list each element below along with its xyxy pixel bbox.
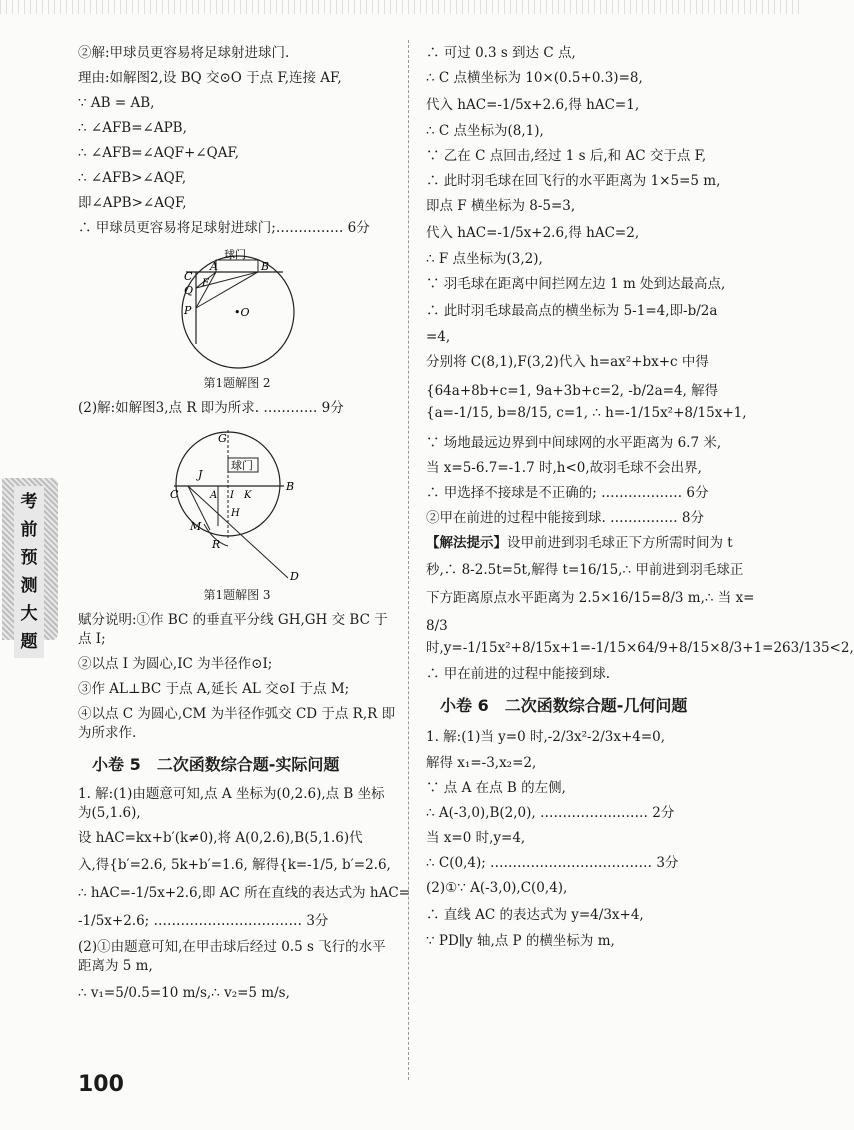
text-line: 1. 解:(1)当 y=0 时,-2/3x²-2/3x+4=0, bbox=[426, 729, 666, 745]
fig3-line-cd bbox=[188, 486, 288, 578]
text-line: 即点 F 横坐标为 8-5=3, bbox=[426, 198, 576, 214]
text-line: ∵ AB = AB, bbox=[78, 95, 155, 111]
text-line: ②以点 I 为圆心,IC 为半径作⊙I; bbox=[78, 656, 273, 672]
text-line: (2)①由题意可知,在甲击球后经过 0.5 s 飞行的水平距离为 5 m, bbox=[78, 939, 386, 974]
scan-top-edge bbox=[0, 0, 800, 14]
text-line: ∵ 羽毛球在距离中间拦网左边 1 m 处到达最高点, bbox=[426, 276, 726, 292]
text-line: ②甲在前进的过程中能接到球. …………… 8分 bbox=[426, 510, 704, 526]
side-tab bbox=[2, 478, 58, 652]
text-line: ∴ A(-3,0),B(2,0), …………………… 2分 bbox=[426, 805, 675, 821]
text-line: ②解:甲球员更容易将足球射进球门. bbox=[78, 45, 290, 61]
text-line: -1/5x+2.6; …………………………… 3分 bbox=[78, 913, 329, 929]
text-line: 分别将 C(8,1),F(3,2)代入 h=ax²+bx+c 中得 bbox=[426, 354, 709, 370]
text-line: ∴ 甲球员更容易将足球射进球门;…………… 6分 bbox=[78, 220, 370, 236]
text-line: ∴ ∠AFB=∠APB, bbox=[78, 120, 187, 136]
page-number: 100 bbox=[78, 1072, 124, 1097]
section-title: 小卷 5 二次函数综合题-实际问题 bbox=[92, 755, 340, 774]
fig3-label-j: J bbox=[198, 468, 203, 481]
fig2-label-o: •O bbox=[234, 306, 250, 319]
text-line: ∴ v₁=5/0.5=10 m/s,∴ v₂=5 m/s, bbox=[78, 985, 290, 1001]
text-line: 设 hAC=kx+b′(k≠0),将 A(0,2.6),B(5,1.6)代 bbox=[78, 830, 363, 846]
text-line: 即∠APB>∠AQF, bbox=[78, 195, 187, 211]
text-line: ∴ C 点坐标为(8,1), bbox=[426, 123, 544, 139]
fig2-goal bbox=[216, 260, 258, 272]
fig2-label-p: P bbox=[184, 304, 192, 317]
fig3-label-goal: 球门 bbox=[231, 459, 253, 472]
fig2-label-f: F bbox=[202, 278, 209, 289]
text-line: 当 x=5-6.7=-1.7 时,h<0,故羽毛球不会出界, bbox=[426, 460, 702, 476]
fig3-label-c: C bbox=[170, 488, 179, 501]
fig3-label-d: D bbox=[290, 570, 299, 583]
text-line: 下方距离原点水平距离为 2.5×16/15=8/3 m,∴ 当 x= bbox=[426, 590, 755, 606]
text-line: ∴ hAC=-1/5x+2.6,即 AC 所在直线的表达式为 hAC= bbox=[78, 885, 410, 901]
fig3-label-b: B bbox=[286, 480, 295, 493]
text-line: 理由:如解图2,设 BQ 交⊙O 于点 F,连接 AF, bbox=[78, 70, 342, 86]
side-tab-label: 考前预测大题 bbox=[14, 486, 44, 658]
fig3-label-k: K bbox=[244, 490, 252, 501]
text-line: 设甲前进到羽毛球正下方所需时间为 t bbox=[507, 535, 733, 551]
text-line: =4, bbox=[426, 329, 451, 345]
text-line: ∴ 可过 0.3 s 到达 C 点, bbox=[426, 45, 576, 61]
text-line: 代入 hAC=-1/5x+2.6,得 hAC=1, bbox=[426, 97, 640, 113]
text-line: ∴ 此时羽毛球在回飞行的水平距离为 1×5=5 m, bbox=[426, 173, 721, 189]
fig3-label-i: I bbox=[230, 490, 234, 501]
left-column bbox=[78, 44, 410, 1010]
text-line: 赋分说明:①作 BC 的垂直平分线 GH,GH 交 BC 于点 I; bbox=[78, 612, 388, 647]
text-line: ∴ ∠AFB=∠AQF+∠QAF, bbox=[78, 145, 240, 161]
text-line: (2)①∵ A(-3,0),C(0,4), bbox=[426, 880, 568, 896]
fig3-label-a: A bbox=[210, 490, 218, 501]
text-line: 入,得{b′=2.6, 5k+b′=1.6, 解得{k=-1/5, b′=2.6, bbox=[78, 857, 391, 873]
text-line: ∵ PD∥y 轴,点 P 的横坐标为 m, bbox=[426, 933, 615, 949]
hint-tag: 【解法提示】 bbox=[426, 535, 507, 551]
text-line: ∴ 此时羽毛球最高点的横坐标为 5-1=4,即-b/2a bbox=[426, 303, 718, 319]
equation-system: {64a+8b+c=1, 9a+3b+c=2, -b/2a=4, 解得{a=-1/15, b=8/15, c=1, ∴ h=-1/15x²+8/15x+1, bbox=[426, 383, 747, 421]
figure-3 bbox=[78, 424, 396, 584]
text-line: 1. 解:(1)由题意可知,点 A 坐标为(0,2.6),点 B 坐标为(5,1.6), bbox=[78, 786, 385, 821]
fig3-label-m: M bbox=[190, 520, 202, 533]
text-line: ④以点 C 为圆心,CM 为半径作弧交 CD 于点 R,R 即为所求作. bbox=[78, 706, 396, 741]
text-line: ∴ C 点横坐标为 10×(0.5+0.3)=8, bbox=[426, 70, 643, 86]
text-line: 代入 hAC=-1/5x+2.6,得 hAC=2, bbox=[426, 225, 640, 241]
fig2-label-b: B bbox=[261, 260, 270, 273]
text-line: ∴ 甲选择不接球是不正确的; ……………… 6分 bbox=[426, 485, 709, 501]
figure-3-caption: 第1题解图 3 bbox=[203, 588, 271, 602]
text-line: 8/3 时,y=-1/15x²+8/15x+1=-1/15×64/9+8/15×8/3+1=263/135<2, bbox=[426, 618, 854, 656]
fig2-label-a: A bbox=[210, 260, 218, 273]
text-line: ∴ F 点坐标为(3,2), bbox=[426, 251, 543, 267]
fig3-label-r: R bbox=[212, 538, 221, 551]
figure-2 bbox=[78, 244, 396, 372]
fig2-label-goal: 球门 bbox=[224, 248, 246, 261]
text-line: ③作 AL⊥BC 于点 A,延长 AL 交⊙I 于点 M; bbox=[78, 681, 350, 697]
right-column bbox=[426, 44, 854, 957]
text-line: 秒,∴ 8-2.5t=5t,解得 t=16/15,∴ 甲前进到羽毛球正 bbox=[426, 562, 744, 578]
text-line: ∴ ∠AFB>∠AQF, bbox=[78, 170, 187, 186]
figure-2-caption: 第1题解图 2 bbox=[203, 376, 271, 390]
fig2-label-q: Q bbox=[184, 284, 194, 297]
text-line: ∵ 乙在 C 点回击,经过 1 s 后,和 AC 交于点 F, bbox=[426, 148, 707, 164]
section-title: 小卷 6 二次函数综合题-几何问题 bbox=[440, 696, 688, 715]
text-line: ∴ 直线 AC 的表达式为 y=4/3x+4, bbox=[426, 907, 644, 923]
fig2-label-c: C bbox=[184, 270, 193, 283]
text-line: ∴ 甲在前进的过程中能接到球. bbox=[426, 666, 611, 682]
text-line: ∵ 场地最远边界到中间球网的水平距离为 6.7 米, bbox=[426, 435, 722, 451]
text-line: ∴ C(0,4); ……………………………… 3分 bbox=[426, 855, 679, 871]
text-line: 解得 x₁=-3,x₂=2, bbox=[426, 755, 537, 771]
fig3-label-h: H bbox=[231, 508, 240, 519]
fig3-label-g: G bbox=[218, 432, 227, 445]
text-line: (2)解:如解图3,点 R 即为所求. ………… 9分 bbox=[78, 400, 344, 416]
text-line: ∵ 点 A 在点 B 的左侧, bbox=[426, 780, 566, 796]
column-divider bbox=[408, 40, 409, 1080]
text-line: 当 x=0 时,y=4, bbox=[426, 830, 526, 846]
